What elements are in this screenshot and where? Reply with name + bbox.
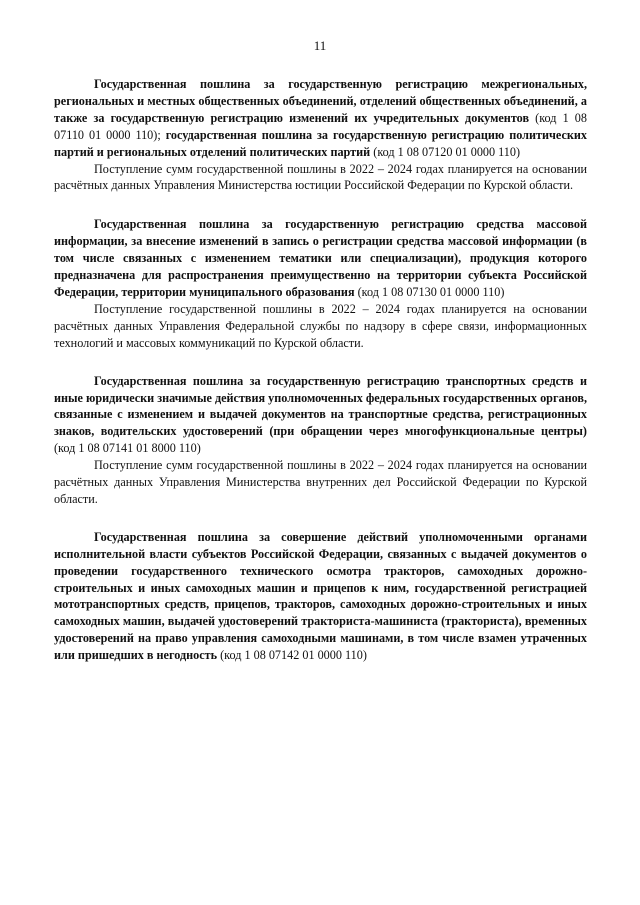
section-heading-self-propelled-machines: [54, 529, 587, 664]
heading-bold-text: Государственная пошлина за государственную регистрацию межрегиональных, региональных и местных общественных объединений, отделений общественных объединений, а также за государственную регистрацию изменений их учредительных документов: [54, 77, 587, 125]
section-heading-vehicle-registration: [54, 373, 587, 458]
heading-bold-text: Государственная пошлина за государственную регистрацию транспортных средств и иные юридически значимые действия уполномоченных федеральных государственных органов, связанные с изменением и выдачей документов на транспортные средства, регистрационных знаков, водительских удостоверений (при обращении через многофункциональные центры): [54, 373, 588, 439]
section-body-public-associations: Поступление сумм государственной пошлины в 2022 – 2024 годах планируется на основании расчётных данных Управления Министерства юстиции Российской Федерации по Курской области.: [54, 161, 587, 193]
heading-code-text: (код 1 08 07130 01 0000 110): [354, 284, 505, 299]
section-heading-mass-media: [54, 216, 587, 301]
heading-code-text: (код 1 08 07142 01 0000 110): [217, 648, 367, 663]
heading-bold-text: Государственная пошлина за совершение действий уполномоченными органами исполнительной власти субъектов Российской Федерации, связанных с выдачей документов о проведении государственного технического осмотра тракторов, самоходных дорожно-строительных и иных самоходных машин и прицепов к ним, государственной регистрацией мототранспортных средств, прицепов, тракторов, самоходных дорожно-строительных и иных самоходных машин, выдачей удостоверений тракториста-машиниста (тракториста), временных удостоверений на право управления самоходными машинами, в том числе взамен утраченных или пришедших в негодность: [54, 529, 587, 663]
heading-code-text-2: (код 1 08 07120 01 0000 110): [370, 144, 521, 159]
section-heading-public-associations: [54, 76, 587, 161]
section-body-mass-media: Поступление государственной пошлины в 2022 – 2024 годах планируется на основании расчётных данных Управления Федеральной службы по надзору в сфере связи, информационных технологий и массовых коммуникаций по Курской области.: [54, 301, 587, 350]
heading-bold-text: Государственная пошлина за государственную регистрацию средства массовой информации, за внесение изменений в запись о регистрации средства массовой информации (в том числе связанных с изменением тематики или специализации), продукция которого предназначена для распространения преимущественно на территории субъекта Российской Федерации, территории муниципального образования: [54, 217, 587, 299]
heading-bold-text-2: государственная пошлина за государственную регистрацию политических партий и региональных отделений политических партий: [54, 127, 587, 159]
document-body: [54, 76, 587, 664]
heading-code-text: (код 1 08 07110 01 0000 110);: [54, 110, 587, 142]
section-body-vehicle-registration: Поступление сумм государственной пошлины в 2022 – 2024 годах планируется на основании расчётных данных Управления Министерства внутренних дел Российской Федерации по Курской области.: [54, 458, 587, 506]
heading-code-text: (код 1 08 07141 01 8000 110): [54, 441, 201, 456]
page-number: 11: [313, 38, 327, 53]
